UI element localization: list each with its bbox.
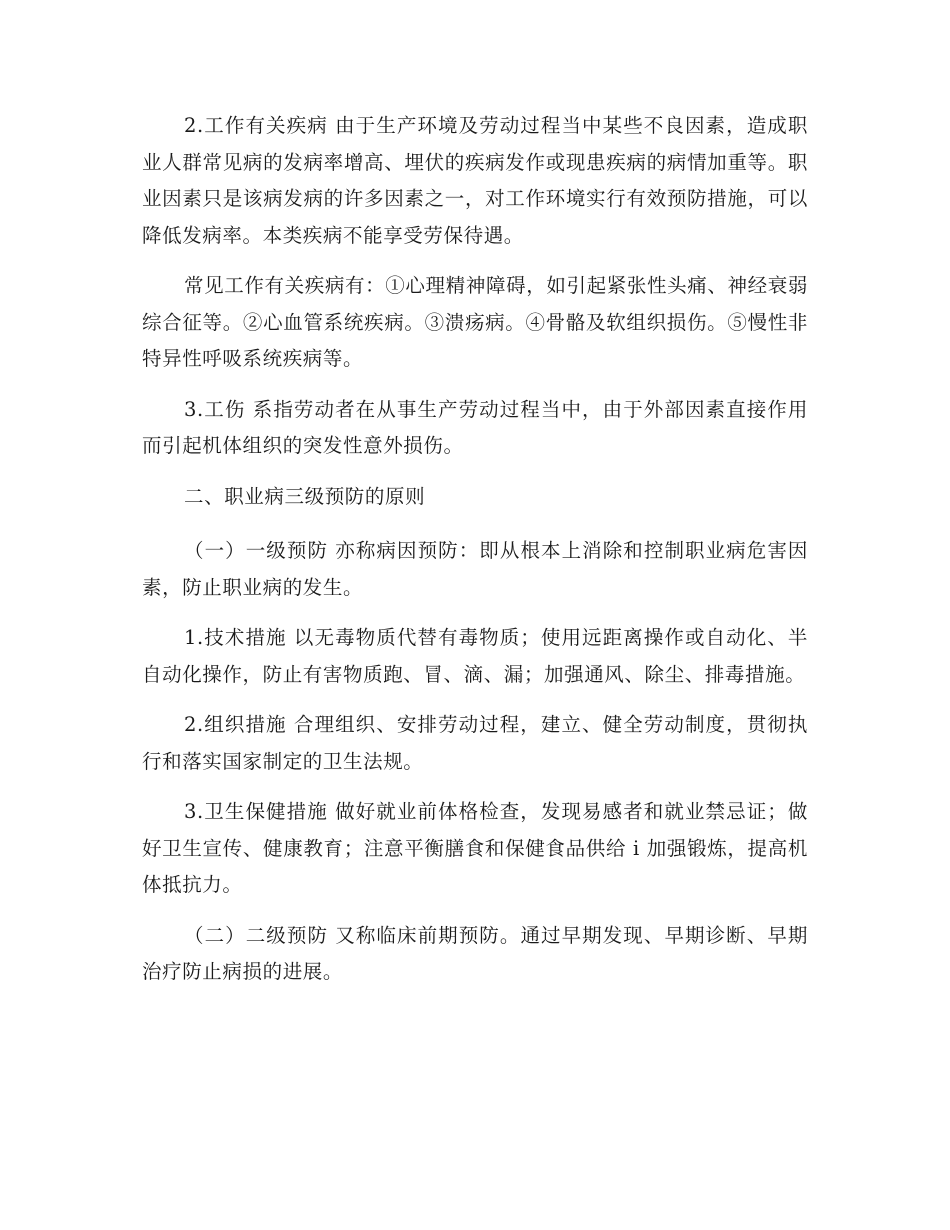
paragraph-technical-measures: 1.技术措施 以无毒物质代替有毒物质；使用远距离操作或自动化、半自动化操作，防止有害物质跑、冒、滴、漏；加强通风、除尘、排毒措施。 — [142, 626, 808, 686]
section-heading-three-level-prevention: 二、职业病三级预防的原则 — [184, 484, 426, 508]
paragraph-organizational-measures: 2.组织措施 合理组织、安排劳动过程，建立、健全劳动制度，贯彻执行和落实国家制定的卫生法规。 — [142, 713, 808, 773]
paragraph-primary-prevention: （一）一级预防 亦称病因预防：即从根本上消除和控制职业病危害因素，防止职业病的发生。 — [142, 539, 808, 599]
paragraph-common-work-related-diseases: 常见工作有关疾病有：①心理精神障碍，如引起紧张性头痛、神经衰弱综合征等。②心血管系统疾病。③溃疡病。④骨骼及软组织损伤。⑤慢性非特异性呼吸系统疾病等。 — [142, 274, 808, 370]
document-page — [142, 108, 808, 1005]
paragraph-work-related-disease: 2.工作有关疾病 由于生产环境及劳动过程当中某些不良因素，造成职业人群常见病的发病率增高、埋伏的疾病发作或现患疾病的病情加重等。职业因素只是该病发病的许多因素之一，对工作环境实行有效预防措施，可以降低发病率。本类疾病不能享受劳保待遇。 — [142, 114, 808, 247]
paragraph-work-injury: 3.工伤 系指劳动者在从事生产劳动过程当中，由于外部因素直接作用而引起机体组织的突发性意外损伤。 — [142, 397, 808, 457]
paragraph-health-care-measures: 3.卫生保健措施 做好就业前体格检查，发现易感者和就业禁忌证；做好卫生宣传、健康教育；注意平衡膳食和保健食品供给 i 加强锻炼，提高机体抵抗力。 — [142, 800, 808, 896]
paragraph-secondary-prevention: （二）二级预防 又称临床前期预防。通过早期发现、早期诊断、早期治疗防止病损的进展。 — [142, 923, 808, 983]
